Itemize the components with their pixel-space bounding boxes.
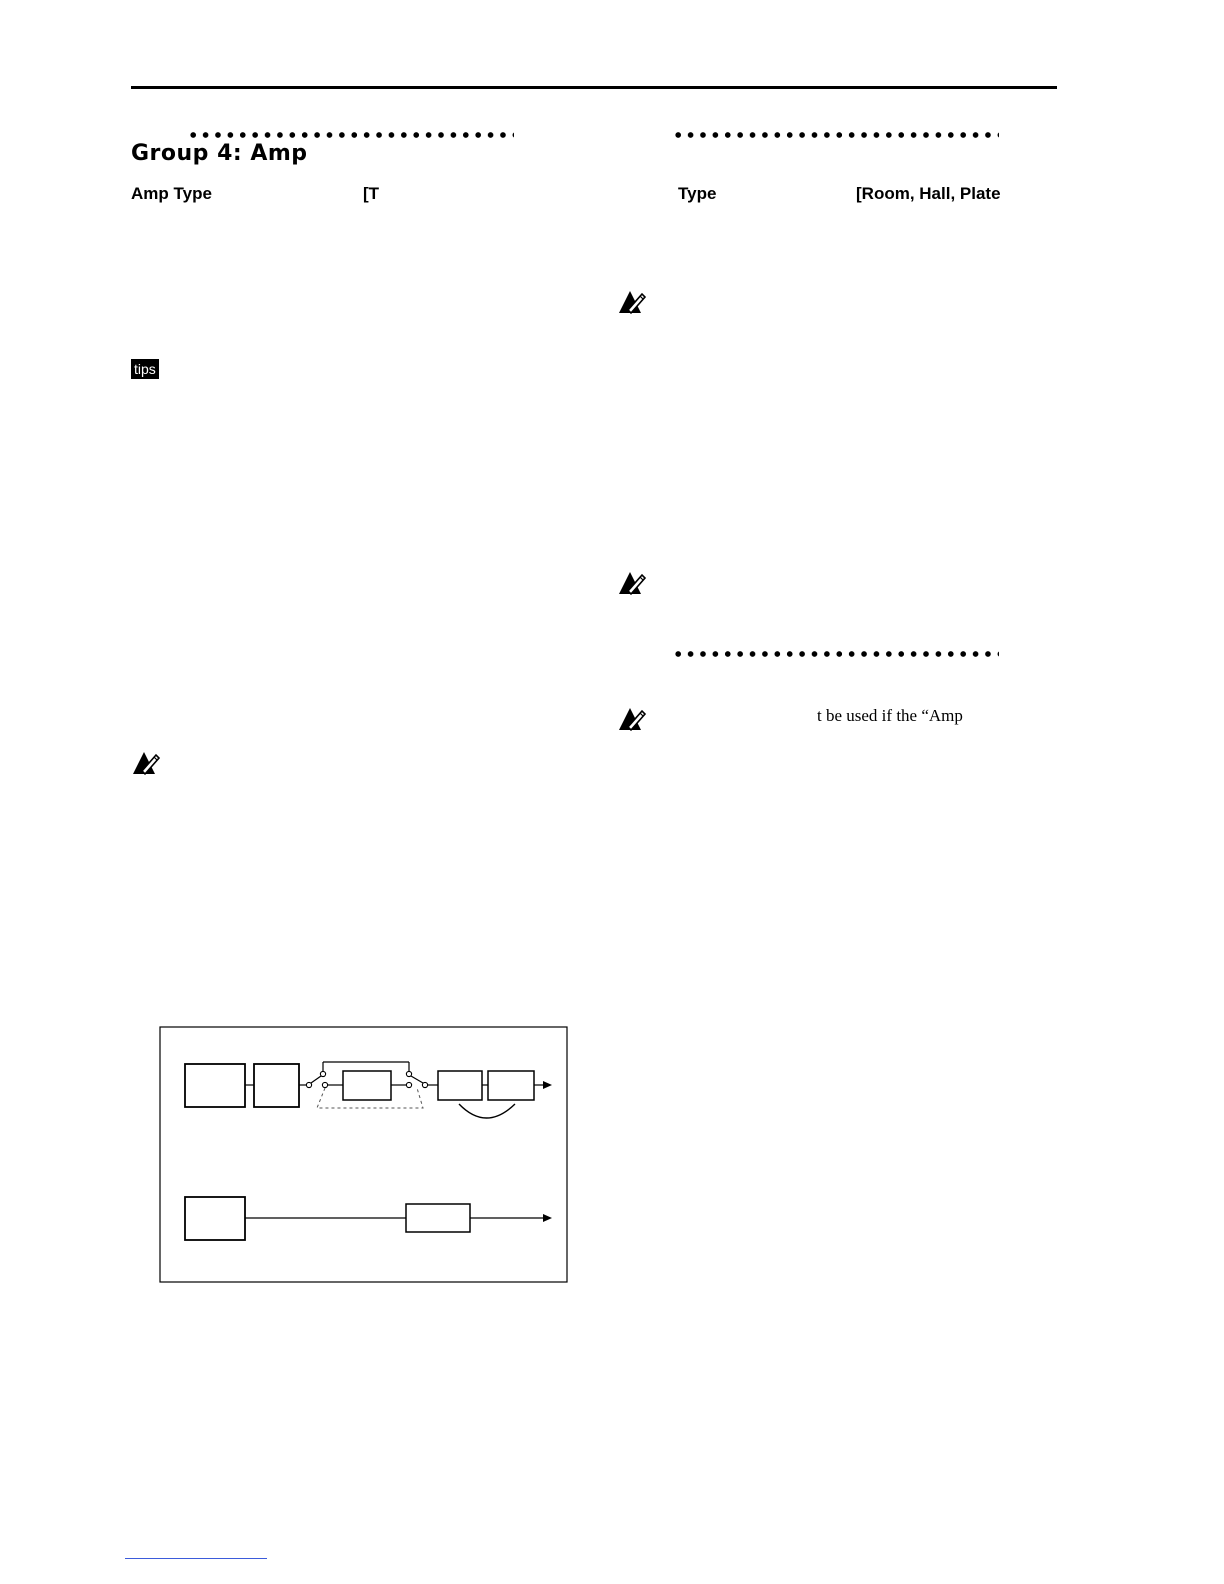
switch-2-top: [406, 1071, 411, 1076]
pencil-note-icon: [617, 289, 647, 315]
amp-type-param-name: Amp Type: [131, 184, 212, 203]
pencil-note-icon: [617, 706, 647, 732]
type-param-range: [Room, Hall, Plate: [856, 184, 1001, 203]
switch-2-common: [422, 1082, 427, 1087]
section-dots-right-1: [672, 131, 999, 139]
pencil-note-icon: [617, 570, 647, 596]
diagram-frame: [160, 1027, 567, 1282]
switch-1-common: [306, 1082, 311, 1087]
group-heading: Group 4: Amp: [131, 141, 308, 166]
header-rule: [131, 86, 1057, 89]
footer-link-underline[interactable]: [125, 1558, 267, 1559]
note-text-fragment: t be used if the “Amp: [817, 706, 963, 725]
amp-type-param-range: [T: [363, 184, 380, 203]
switch-2-bottom: [406, 1082, 411, 1087]
signal-flow-diagram: [159, 1026, 568, 1284]
section-dots-left: [187, 131, 514, 139]
section-dots-right-2: [672, 650, 999, 658]
type-param-name: Type: [678, 184, 717, 203]
switch-1-bottom: [322, 1082, 327, 1087]
tips-badge: tips: [131, 359, 159, 379]
pencil-note-icon: [131, 750, 161, 776]
switch-1-top: [320, 1071, 325, 1076]
